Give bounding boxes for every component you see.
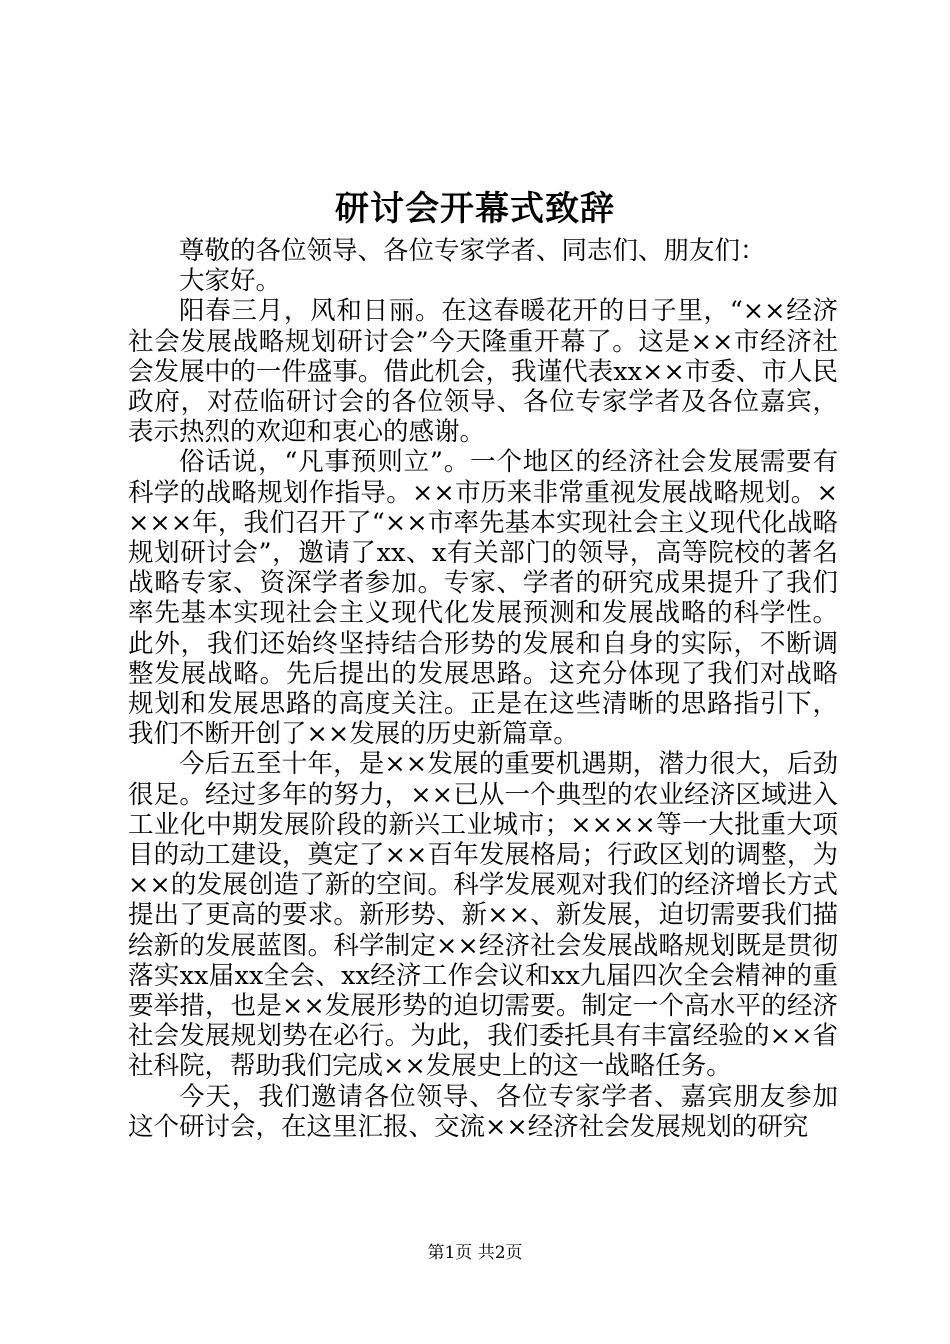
document-body bbox=[128, 236, 838, 1142]
paragraph-salutation: 尊敬的各位领导、各位专家学者、同志们、朋友们： bbox=[179, 236, 766, 266]
paragraph-opening: 阳春三月，风和日丽。在这春暖花开的日子里，“××经济社会发展战略规划研讨会”今天隆重开幕了。这是××市经济社会发展中的一件盛事。借此机会，我谨代表xx××市委、市人民政府，对莅临研讨会的各位领导、各位专家学者及各位嘉宾，表示热烈的欢迎和衷心的感谢。 bbox=[128, 296, 838, 448]
paragraph-history: 俗话说，“凡事预则立”。一个地区的经济社会发展需要有科学的战略规划作指导。××市历来非常重视发展战略规划。××××年，我们召开了“××市率先基本实现社会主义现代化战略规划研讨会”，邀请了xx、x有关部门的领导，高等院校的著名战略专家、资深学者参加。专家、学者的研究成果提升了我们率先基本实现社会主义现代化发展预测和发展战略的科学性。此外，我们还始终坚持结合形势的发展和自身的实际，不断调整发展战略。先后提出的发展思路。这充分体现了我们对战略规划和发展思路的高度关注。正是在这些清晰的思路指引下，我们不断开创了××发展的历史新篇章。 bbox=[128, 447, 838, 750]
paragraph-today: 今天，我们邀请各位领导、各位专家学者、嘉宾朋友参加这个研讨会，在这里汇报、交流××经济社会发展规划的研究 bbox=[128, 1081, 838, 1142]
paragraph-greeting: 大家好。 bbox=[179, 266, 282, 297]
paragraph-outlook: 今后五至十年，是××发展的重要机遇期，潜力很大，后劲很足。经过多年的努力，××已从一个典型的农业经济区域进入工业化中期发展阶段的新兴工业城市；××××等一大批重大项目的动工建设，奠定了××百年发展格局；行政区划的调整，为××的发展创造了新的空间。科学发展观对我们的经济增长方式提出了更高的要求。新形势、新××、新发展，迫切需要我们描绘新的发展蓝图。科学制定××经济社会发展战略规划既是贯彻落实xx届xx全会、xx经济工作会议和xx九届四次全会精神的重要举措，也是××发展形势的迫切需要。制定一个高水平的经济社会发展规划势在必行。为此，我们委托具有丰富经验的××省社科院，帮助我们完成××发展史上的这一战略任务。 bbox=[128, 749, 838, 1082]
document-title: 研讨会开幕式致辞 bbox=[335, 189, 615, 229]
page-number: 第1页 共2页 bbox=[427, 1243, 523, 1263]
